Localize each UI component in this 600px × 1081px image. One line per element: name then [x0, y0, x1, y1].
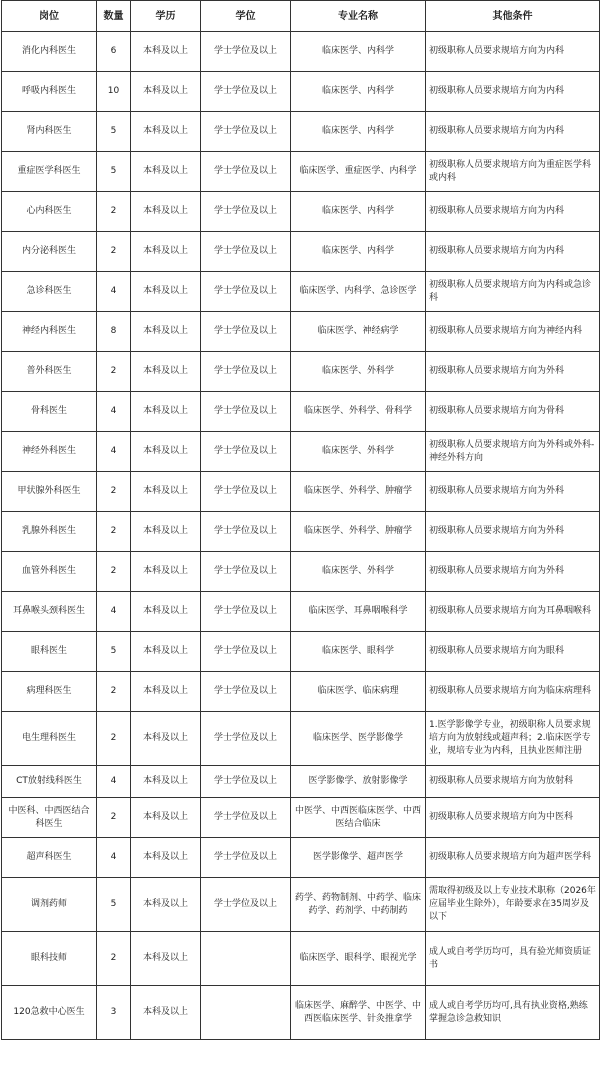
cell-education: 本科及以上	[131, 152, 201, 192]
cell-position: 甲状腺外科医生	[2, 472, 97, 512]
table-row	[2, 72, 600, 112]
cell-degree	[201, 986, 291, 1040]
table-row	[2, 766, 600, 798]
table-row	[2, 552, 600, 592]
cell-position: 消化内科医生	[2, 32, 97, 72]
cell-education: 本科及以上	[131, 512, 201, 552]
cell-education: 本科及以上	[131, 32, 201, 72]
cell-major: 临床医学、外科学、骨科学	[291, 392, 426, 432]
table-row	[2, 512, 600, 552]
cell-other: 初级职称人员要求规培方向为外科	[426, 472, 600, 512]
cell-count: 2	[97, 352, 131, 392]
table-row	[2, 932, 600, 986]
cell-position: 神经外科医生	[2, 432, 97, 472]
cell-position: 内分泌科医生	[2, 232, 97, 272]
cell-education: 本科及以上	[131, 838, 201, 878]
cell-other: 初级职称人员要求规培方向为重症医学科或内科	[426, 152, 600, 192]
cell-education: 本科及以上	[131, 592, 201, 632]
header-major: 专业名称	[291, 1, 426, 32]
cell-other: 成人或自考学历均可,具有执业资格,熟练掌握急诊急救知识	[426, 986, 600, 1040]
cell-education: 本科及以上	[131, 986, 201, 1040]
cell-education: 本科及以上	[131, 712, 201, 766]
cell-position: 血管外科医生	[2, 552, 97, 592]
cell-major: 临床医学、外科学、肿瘤学	[291, 512, 426, 552]
cell-other: 1.医学影像学专业，初级职称人员要求规培方向为放射线或超声科；2.临床医学专业，规培专业为内科，且执业医师注册	[426, 712, 600, 766]
cell-degree: 学士学位及以上	[201, 766, 291, 798]
cell-degree: 学士学位及以上	[201, 232, 291, 272]
cell-degree: 学士学位及以上	[201, 352, 291, 392]
cell-position: 神经内科医生	[2, 312, 97, 352]
cell-count: 5	[97, 878, 131, 932]
table-row	[2, 432, 600, 472]
cell-education: 本科及以上	[131, 192, 201, 232]
cell-major: 临床医学、临床病理	[291, 672, 426, 712]
cell-count: 5	[97, 112, 131, 152]
cell-degree: 学士学位及以上	[201, 152, 291, 192]
header-degree: 学位	[201, 1, 291, 32]
cell-other: 初级职称人员要求规培方向为内科	[426, 232, 600, 272]
table-row	[2, 192, 600, 232]
cell-count: 4	[97, 766, 131, 798]
cell-degree: 学士学位及以上	[201, 32, 291, 72]
cell-degree: 学士学位及以上	[201, 672, 291, 712]
cell-other: 初级职称人员要求规培方向为外科	[426, 512, 600, 552]
header-row	[2, 1, 600, 32]
cell-other: 初级职称人员要求规培方向为内科	[426, 32, 600, 72]
cell-major: 临床医学、内科学	[291, 112, 426, 152]
cell-count: 5	[97, 152, 131, 192]
cell-education: 本科及以上	[131, 472, 201, 512]
cell-other: 成人或自考学历均可，具有验光师资质证书	[426, 932, 600, 986]
cell-other: 初级职称人员要求规培方向为外科	[426, 552, 600, 592]
cell-other: 初级职称人员要求规培方向为内科	[426, 72, 600, 112]
cell-other: 初级职称人员要求规培方向为眼科	[426, 632, 600, 672]
cell-major: 临床医学、神经病学	[291, 312, 426, 352]
cell-count: 10	[97, 72, 131, 112]
table-row	[2, 312, 600, 352]
cell-major: 临床医学、耳鼻咽喉科学	[291, 592, 426, 632]
cell-other: 初级职称人员要求规培方向为神经内科	[426, 312, 600, 352]
cell-position: 心内科医生	[2, 192, 97, 232]
cell-degree: 学士学位及以上	[201, 272, 291, 312]
cell-count: 4	[97, 592, 131, 632]
header-education: 学历	[131, 1, 201, 32]
cell-major: 临床医学、重症医学、内科学	[291, 152, 426, 192]
cell-education: 本科及以上	[131, 798, 201, 838]
cell-degree: 学士学位及以上	[201, 592, 291, 632]
cell-position: 超声科医生	[2, 838, 97, 878]
cell-education: 本科及以上	[131, 352, 201, 392]
cell-count: 2	[97, 798, 131, 838]
cell-major: 临床医学、外科学	[291, 432, 426, 472]
cell-major: 药学、药物制剂、中药学、临床药学、药剂学、中药制药	[291, 878, 426, 932]
cell-position: 急诊科医生	[2, 272, 97, 312]
cell-degree: 学士学位及以上	[201, 552, 291, 592]
cell-major: 临床医学、内科学	[291, 72, 426, 112]
table-row	[2, 838, 600, 878]
cell-count: 2	[97, 712, 131, 766]
cell-major: 临床医学、外科学	[291, 552, 426, 592]
table-row	[2, 272, 600, 312]
cell-count: 4	[97, 272, 131, 312]
cell-position: 电生理科医生	[2, 712, 97, 766]
cell-position: 肾内科医生	[2, 112, 97, 152]
cell-education: 本科及以上	[131, 432, 201, 472]
cell-education: 本科及以上	[131, 878, 201, 932]
cell-position: 重症医学科医生	[2, 152, 97, 192]
cell-education: 本科及以上	[131, 392, 201, 432]
cell-other: 初级职称人员要求规培方向为外科	[426, 352, 600, 392]
header-count: 数量	[97, 1, 131, 32]
cell-other: 初级职称人员要求规培方向为骨科	[426, 392, 600, 432]
cell-count: 2	[97, 232, 131, 272]
cell-position: 普外科医生	[2, 352, 97, 392]
cell-position: 耳鼻喉头颈科医生	[2, 592, 97, 632]
cell-count: 5	[97, 632, 131, 672]
cell-major: 临床医学、内科学	[291, 192, 426, 232]
cell-count: 2	[97, 512, 131, 552]
cell-count: 2	[97, 472, 131, 512]
cell-position: 眼科技师	[2, 932, 97, 986]
table-row	[2, 232, 600, 272]
cell-degree: 学士学位及以上	[201, 472, 291, 512]
header-position: 岗位	[2, 1, 97, 32]
cell-major: 临床医学、内科学	[291, 32, 426, 72]
table-row	[2, 592, 600, 632]
cell-other: 初级职称人员要求规培方向为耳鼻咽喉科	[426, 592, 600, 632]
table-row	[2, 472, 600, 512]
cell-education: 本科及以上	[131, 632, 201, 672]
cell-degree: 学士学位及以上	[201, 712, 291, 766]
cell-major: 临床医学、眼科学	[291, 632, 426, 672]
cell-count: 4	[97, 838, 131, 878]
cell-count: 4	[97, 432, 131, 472]
table-row	[2, 878, 600, 932]
cell-degree: 学士学位及以上	[201, 72, 291, 112]
table-row	[2, 152, 600, 192]
cell-position: 乳腺外科医生	[2, 512, 97, 552]
table-row	[2, 392, 600, 432]
cell-degree: 学士学位及以上	[201, 112, 291, 152]
cell-count: 2	[97, 552, 131, 592]
cell-position: 呼吸内科医生	[2, 72, 97, 112]
cell-position: 眼科医生	[2, 632, 97, 672]
cell-education: 本科及以上	[131, 112, 201, 152]
cell-count: 4	[97, 392, 131, 432]
cell-education: 本科及以上	[131, 232, 201, 272]
cell-degree: 学士学位及以上	[201, 512, 291, 552]
cell-education: 本科及以上	[131, 932, 201, 986]
header-other: 其他条件	[426, 1, 600, 32]
cell-other: 初级职称人员要求规培方向为内科或急诊科	[426, 272, 600, 312]
cell-other: 初级职称人员要求规培方向为外科或外科-神经外科方向	[426, 432, 600, 472]
cell-other: 初级职称人员要求规培方向为内科	[426, 112, 600, 152]
cell-position: 调剂药师	[2, 878, 97, 932]
table-row	[2, 672, 600, 712]
cell-count: 2	[97, 672, 131, 712]
cell-major: 中医学、中西医临床医学、中西医结合临床	[291, 798, 426, 838]
cell-major: 临床医学、内科学、急诊医学	[291, 272, 426, 312]
cell-education: 本科及以上	[131, 312, 201, 352]
cell-count: 3	[97, 986, 131, 1040]
cell-count: 8	[97, 312, 131, 352]
cell-major: 医学影像学、放射影像学	[291, 766, 426, 798]
cell-degree: 学士学位及以上	[201, 798, 291, 838]
cell-education: 本科及以上	[131, 672, 201, 712]
cell-other: 初级职称人员要求规培方向为放射科	[426, 766, 600, 798]
cell-position: 病理科医生	[2, 672, 97, 712]
cell-education: 本科及以上	[131, 766, 201, 798]
cell-education: 本科及以上	[131, 272, 201, 312]
table-row	[2, 32, 600, 72]
cell-position: 中医科、中西医结合科医生	[2, 798, 97, 838]
cell-major: 临床医学、外科学、肿瘤学	[291, 472, 426, 512]
cell-degree	[201, 932, 291, 986]
cell-other: 初级职称人员要求规培方向为内科	[426, 192, 600, 232]
cell-other: 初级职称人员要求规培方向为超声医学科	[426, 838, 600, 878]
cell-position: 骨科医生	[2, 392, 97, 432]
cell-major: 临床医学、医学影像学	[291, 712, 426, 766]
cell-count: 6	[97, 32, 131, 72]
cell-other: 初级职称人员要求规培方向为临床病理科	[426, 672, 600, 712]
table-row	[2, 112, 600, 152]
cell-degree: 学士学位及以上	[201, 878, 291, 932]
table-row	[2, 352, 600, 392]
cell-degree: 学士学位及以上	[201, 192, 291, 232]
cell-major: 临床医学、眼科学、眼视光学	[291, 932, 426, 986]
cell-other: 初级职称人员要求规培方向为中医科	[426, 798, 600, 838]
cell-degree: 学士学位及以上	[201, 392, 291, 432]
table-row	[2, 986, 600, 1040]
table-row	[2, 712, 600, 766]
cell-major: 临床医学、外科学	[291, 352, 426, 392]
cell-degree: 学士学位及以上	[201, 432, 291, 472]
cell-major: 临床医学、麻醉学、中医学、中西医临床医学、针灸推拿学	[291, 986, 426, 1040]
cell-degree: 学士学位及以上	[201, 838, 291, 878]
cell-count: 2	[97, 932, 131, 986]
cell-count: 2	[97, 192, 131, 232]
cell-education: 本科及以上	[131, 552, 201, 592]
cell-degree: 学士学位及以上	[201, 312, 291, 352]
cell-position: 120急救中心医生	[2, 986, 97, 1040]
cell-major: 临床医学、内科学	[291, 232, 426, 272]
cell-degree: 学士学位及以上	[201, 632, 291, 672]
cell-education: 本科及以上	[131, 72, 201, 112]
table-row	[2, 632, 600, 672]
cell-major: 医学影像学、超声医学	[291, 838, 426, 878]
job-table	[1, 0, 600, 1040]
cell-other: 需取得初级及以上专业技术职称（2026年应届毕业生除外），年龄要求在35周岁及以下	[426, 878, 600, 932]
table-row	[2, 798, 600, 838]
cell-position: CT放射线科医生	[2, 766, 97, 798]
